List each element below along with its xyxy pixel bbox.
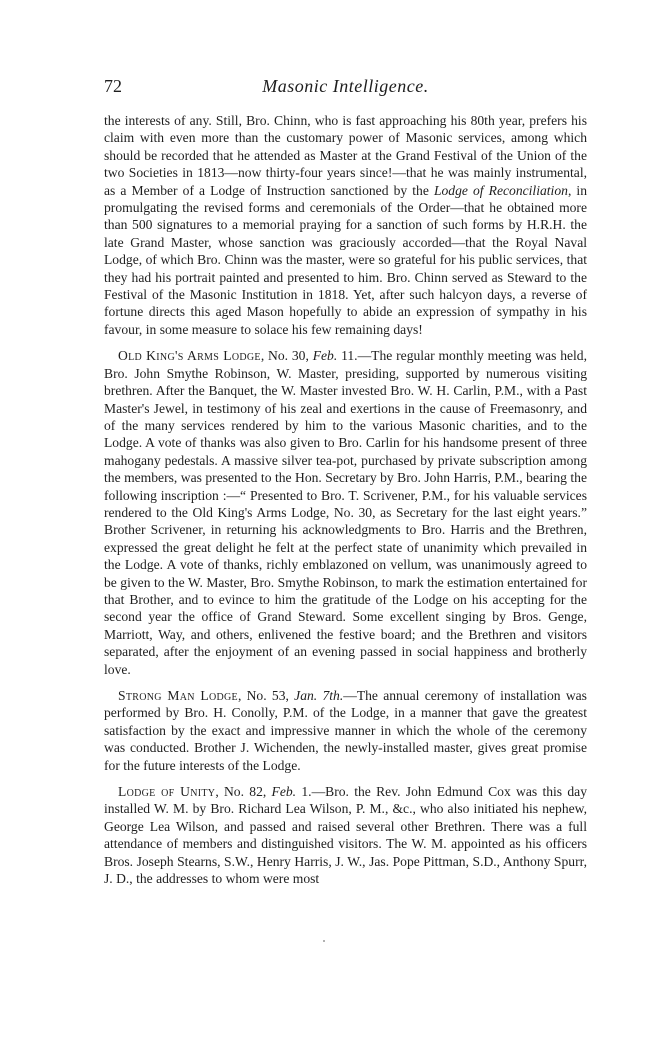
text-run: , in promulgating the revised forms and ceremonials of the Order—that he obtained more than 500 signatures to a memorial praying for a sanction of such forms by H.R.H. the late Grand Master, whose sanction was graciously accorded—that the Royal Naval Lodge, of which Bro. Chinn was the master, were so grateful for his public services, that they had his portrait painted and presented to him. Bro. Chinn served as Steward to the Festival of the Masonic Institution in 1818. Yet, after such halcyon days, a reverse of fortune directs this aged Mason hopefully to abide an expression of sympathy in his favour, in some measure to solace his few remaining days!: [104, 182, 587, 337]
text-run: , No. 53,: [237, 688, 295, 703]
running-head: [104, 76, 587, 102]
page-speck: [323, 940, 325, 942]
paragraph: [104, 347, 587, 678]
text-run: 11.—The regular monthly meeting was held, Bro. John Smythe Robinson, W. Master, presiding, supported by numerous visiting brethren. After the Banquet, the W. Master invested Bro. W. H. Carlin, P.M., with a Past Master's Jewel, in testimony of his zeal and exertions in the cause of Freemasonry, and of the many services rendered by him to the various Masonic charities, and to the Lodge. A vote of thanks was also given to Bro. Carlin for his handsome present of three mahogany pedestals. A massive silver tea-pot, purchased by private subscription among the members, was presented to the Hon. Secretary by Bro. John Harris, P.M., bearing the following inscription :—“ Presented to Bro. T. Scrivener, P.M., for his valuable services rendered to the Old King's Arms Lodge, No. 30, as Secretary for the last eight years.” Brother Scrivener, in returning his acknowledgments to Bro. Harris and the Brethren, expressed the great delight he felt at the perfect state of unanimity which prevailed in the Lodge. A vote of thanks, richly emblazoned on vellum, was unanimously agreed to be given to the W. Master, Bro. Smythe Robinson, to mark the estimation entertained for that Brother, and to evince to him the gratitude of the Lodge on his accepting for the second year the office of Grand Steward. Some excellent singing by Bros. Genge, Marriott, Way, and others, enlivened the festive board; and the Brethren and visitors separated, after the enjoyment of an evening passed in social happiness and brotherly love.: [104, 348, 587, 677]
paragraph: [104, 687, 587, 774]
paragraph: [104, 783, 587, 887]
text-run: 1.—Bro. the Rev. John Edmund Cox was this day installed W. M. by Bro. Richard Lea Wilson, P. M., &c., who also initiated his nephew, George Lea Wilson, and passed and raised several other Brethren. There was a full attendance of members and distinguished visitors. The W. M. appointed as his officers Bros. Joseph Stearns, S.W., Henry Harris, J. W., Jas. Pope Pittman, S.D., Anthony Spurr, J. D., the addresses to whom were most: [104, 784, 587, 887]
text-run: the interests of any. Still, Bro. Chinn, who is fast approaching his 80th year, prefers his claim with even more than the customary power of Masonic services, among which should be recorded that he attended as Master at the Grand Festival of the Union of the two Societies in 1813—now thirty-four years since!—that he was mainly instrumental, as a Member of a Lodge of Instruction sanctioned by the: [104, 113, 587, 198]
italic-text: Jan. 7th.: [294, 688, 344, 703]
paragraph: [104, 112, 587, 338]
lodge-name: Lodge of Unity: [118, 784, 216, 800]
page-number: 72: [104, 76, 122, 96]
italic-text: Feb.: [271, 784, 297, 800]
italic-text: Feb.: [312, 348, 338, 364]
lodge-name: Strong Man Lodge: [118, 688, 238, 703]
lodge-name: Old King's Arms Lodge: [118, 348, 261, 364]
text-run: , No. 82,: [215, 784, 272, 800]
running-title: Masonic Intelligence.: [262, 76, 429, 96]
body-text: [104, 112, 587, 887]
italic-text: Lodge of Reconciliation: [433, 182, 568, 198]
text-run: , No. 30,: [260, 348, 313, 364]
text-run: —The annual ceremony of installation was performed by Bro. H. Conolly, P.M. of the Lodge, in a manner that gave the greatest satisfaction by the exact and impressive manner in which the whole of the ceremony was conducted. Brother J. Wichenden, the newly-installed master, gives great promise for the future interests of the Lodge.: [104, 688, 587, 773]
book-page: [104, 76, 587, 896]
